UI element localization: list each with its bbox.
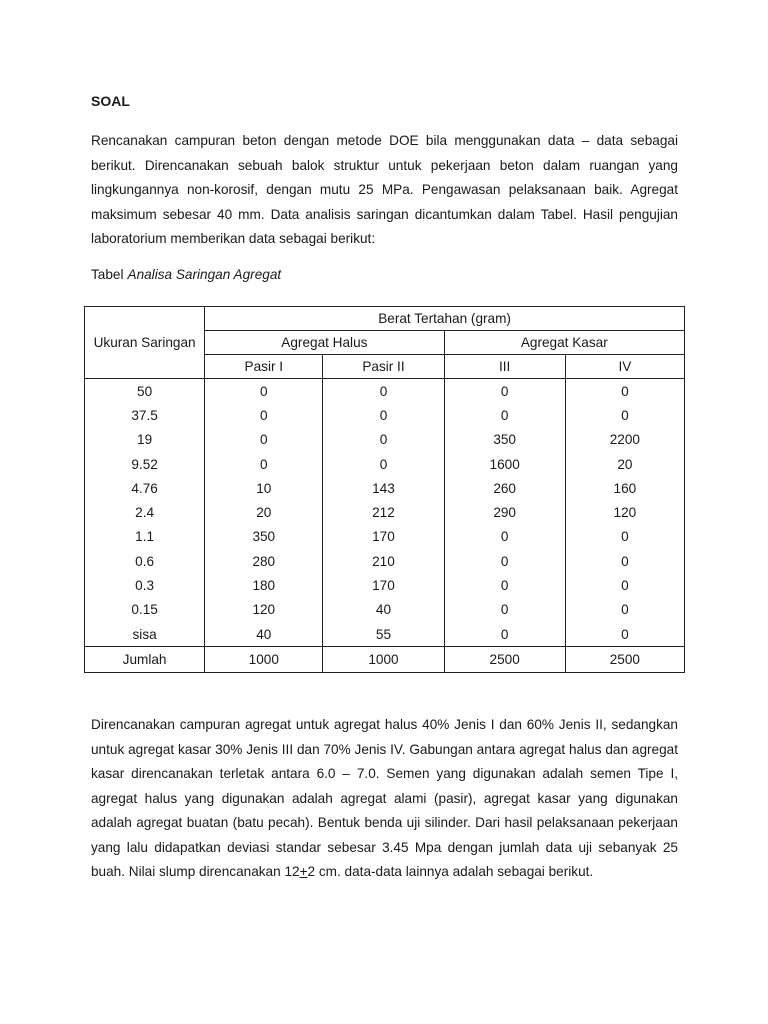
retained-weight-cell: 0 <box>444 573 565 597</box>
retained-weight-cell: 290 <box>444 500 565 524</box>
table-row <box>85 476 685 500</box>
table-row <box>85 622 685 647</box>
retained-weight-cell: 143 <box>323 476 444 500</box>
column-header: Pasir I <box>205 355 323 379</box>
retained-weight-cell: 0 <box>565 379 684 404</box>
retained-weight-cell: 0 <box>444 379 565 404</box>
table-row <box>85 500 685 524</box>
sieve-size-cell: sisa <box>85 622 205 647</box>
retained-weight-cell: 280 <box>205 549 323 573</box>
retained-weight-cell: 0 <box>444 549 565 573</box>
retained-weight-cell: 170 <box>323 525 444 549</box>
retained-weight-cell: 120 <box>205 598 323 622</box>
retained-weight-cell: 0 <box>444 622 565 647</box>
sieve-size-cell: 0.6 <box>85 549 205 573</box>
retained-weight-cell: 0 <box>444 403 565 427</box>
table-row <box>85 549 685 573</box>
retained-weight-cell: 0 <box>205 452 323 476</box>
retained-weight-header: Berat Tertahan (gram) <box>205 307 685 331</box>
retained-weight-cell: 0 <box>323 428 444 452</box>
table-row <box>85 573 685 597</box>
sieve-size-cell: 37.5 <box>85 403 205 427</box>
retained-weight-cell: 160 <box>565 476 684 500</box>
sieve-size-header: Ukuran Saringan <box>85 307 205 379</box>
closing-text: Direncanakan campuran agregat untuk agregat halus 40% Jenis I dan 60% Jenis II, sedangkan untuk agregat kasar 30% Jenis III dan 70% Jenis IV. Gabungan antara agregat halus dan agregat kasar direncanakan terletak antara 6.0 – 7.0. Semen yang digunakan adalah semen Tipe I, agregat halus yang digunakan adalah agregat alami (pasir), agregat kasar yang digunakan adalah agregat buatan (batu pecah). Bentuk benda uji silinder. Dari hasil pelaksanaan pekerjaan yang lalu didapatkan deviasi standar sebesar 3.45 Mpa dengan jumlah data uji sebanyak 25 buah. Nilai slump direncanakan 12 <box>91 717 678 879</box>
column-header: Pasir II <box>323 355 444 379</box>
table-caption-name: Analisa Saringan Agregat <box>127 267 282 282</box>
sieve-size-cell: 0.15 <box>85 598 205 622</box>
retained-weight-cell: 350 <box>205 525 323 549</box>
retained-weight-cell: 40 <box>323 598 444 622</box>
retained-weight-cell: 0 <box>323 379 444 404</box>
retained-weight-cell: 170 <box>323 573 444 597</box>
retained-weight-cell: 210 <box>323 549 444 573</box>
table-caption-prefix: Tabel <box>91 267 124 282</box>
retained-weight-cell: 350 <box>444 428 565 452</box>
retained-weight-cell: 0 <box>565 598 684 622</box>
retained-weight-cell: 0 <box>444 598 565 622</box>
total-cell: 1000 <box>205 647 323 673</box>
sieve-size-cell: 2.4 <box>85 500 205 524</box>
retained-weight-cell: 0 <box>565 573 684 597</box>
retained-weight-cell: 180 <box>205 573 323 597</box>
table-caption <box>91 267 281 282</box>
sieve-size-cell: 0.3 <box>85 573 205 597</box>
closing-paragraph <box>91 713 678 885</box>
page-heading: SOAL <box>91 93 130 109</box>
retained-weight-cell: 0 <box>205 428 323 452</box>
retained-weight-cell: 0 <box>565 549 684 573</box>
total-cell: 1000 <box>323 647 444 673</box>
retained-weight-cell: 120 <box>565 500 684 524</box>
table-row <box>85 452 685 476</box>
sieve-size-cell: 4.76 <box>85 476 205 500</box>
sieve-size-cell: 50 <box>85 379 205 404</box>
table-row <box>85 525 685 549</box>
closing-text-end: 2 cm. data-data lainnya adalah sebagai berikut. <box>307 864 594 879</box>
retained-weight-cell: 40 <box>205 622 323 647</box>
retained-weight-cell: 0 <box>205 403 323 427</box>
retained-weight-cell: 0 <box>565 525 684 549</box>
intro-paragraph: Rencanakan campuran beton dengan metode DOE bila menggunakan data – data sebagai berikut. Direncanakan sebuah balok struktur untuk pekerjaan beton dalam ruangan yang lingkungannya non-korosif, dengan mutu 25 MPa. Pengawasan pelaksanaan baik. Agregat maksimum sebesar 40 mm. Data analisis saringan dicantumkan dalam Tabel. Hasil pengujian laboratorium memberikan data sebagai berikut: <box>91 133 678 246</box>
table-total-row <box>85 647 685 673</box>
coarse-aggregate-header: Agregat Kasar <box>444 331 684 355</box>
column-header: IV <box>565 355 684 379</box>
total-cell: 2500 <box>565 647 684 673</box>
plus-minus-sign: + <box>299 864 308 879</box>
retained-weight-cell: 0 <box>565 403 684 427</box>
retained-weight-cell: 10 <box>205 476 323 500</box>
retained-weight-cell: 212 <box>323 500 444 524</box>
sieve-size-cell: 19 <box>85 428 205 452</box>
table-row <box>85 598 685 622</box>
retained-weight-cell: 2200 <box>565 428 684 452</box>
table-row <box>85 428 685 452</box>
table-row <box>85 379 685 404</box>
table-row <box>85 403 685 427</box>
retained-weight-cell: 0 <box>205 379 323 404</box>
total-label: Jumlah <box>85 647 205 673</box>
sieve-size-cell: 1.1 <box>85 525 205 549</box>
retained-weight-cell: 20 <box>205 500 323 524</box>
retained-weight-cell: 0 <box>565 622 684 647</box>
retained-weight-cell: 0 <box>444 525 565 549</box>
retained-weight-cell: 1600 <box>444 452 565 476</box>
sieve-analysis-table <box>84 306 685 673</box>
sieve-size-cell: 9.52 <box>85 452 205 476</box>
retained-weight-cell: 20 <box>565 452 684 476</box>
retained-weight-cell: 0 <box>323 452 444 476</box>
table-body <box>85 379 685 647</box>
fine-aggregate-header: Agregat Halus <box>205 331 444 355</box>
table-header-row <box>85 307 685 331</box>
retained-weight-cell: 260 <box>444 476 565 500</box>
retained-weight-cell: 55 <box>323 622 444 647</box>
total-cell: 2500 <box>444 647 565 673</box>
retained-weight-cell: 0 <box>323 403 444 427</box>
column-header: III <box>444 355 565 379</box>
